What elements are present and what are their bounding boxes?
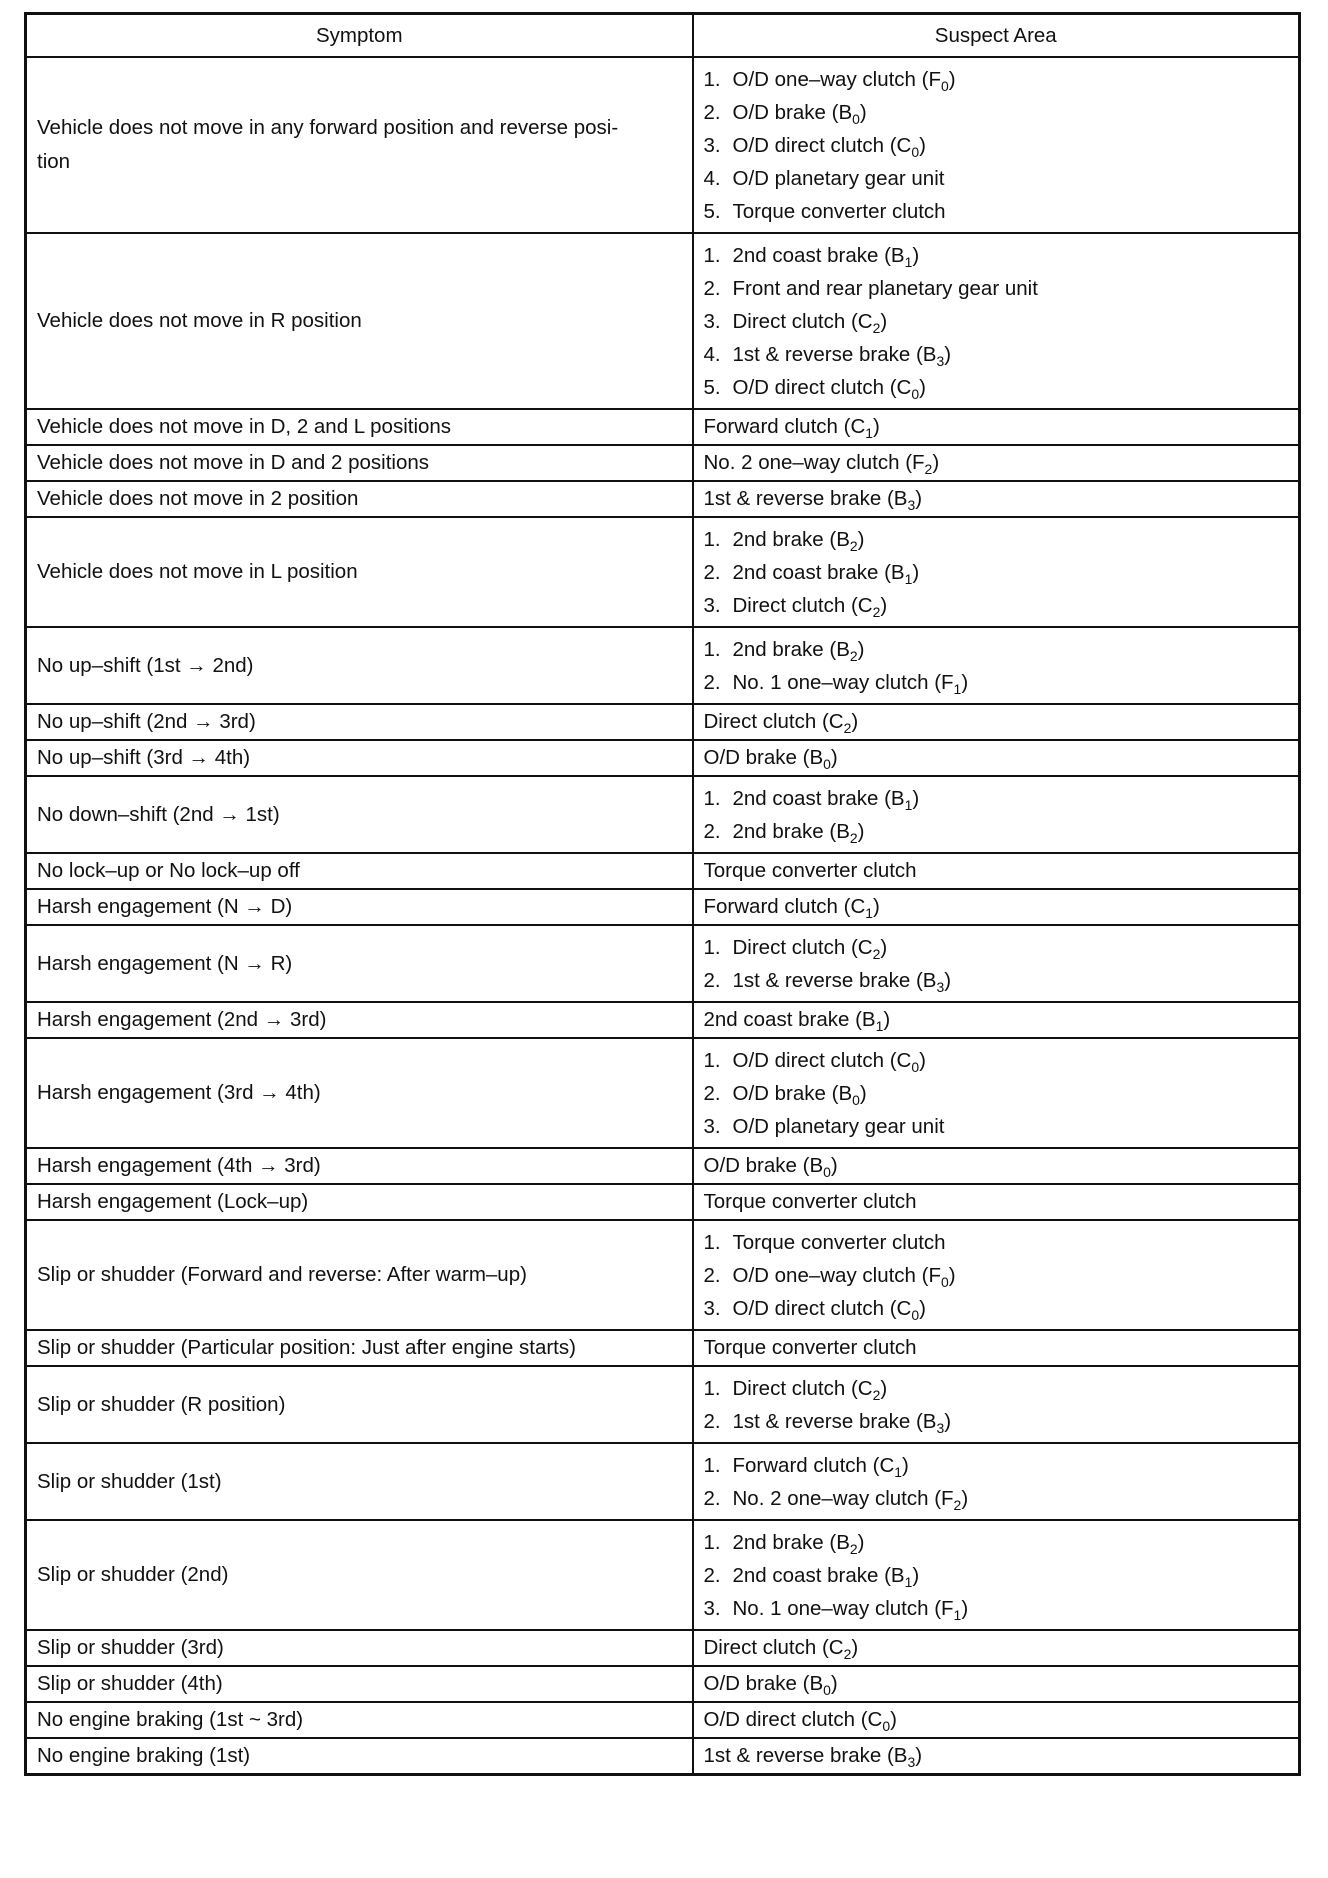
suspect-area-text: O/D brake $(B_0)$ (703, 745, 838, 772)
suspect-area-cell (693, 1184, 1300, 1220)
table-row (26, 409, 1300, 445)
item-number: 1. (703, 787, 721, 810)
suspect-area-cell (693, 776, 1300, 853)
item-number: 3. (703, 310, 721, 333)
list-item: 2. 1st & reverse brake $(B_3)$ (704, 964, 1289, 997)
suspect-area-cell (693, 1738, 1300, 1775)
suspect-area-text: No. 2 one–way clutch $(F_2)$ (703, 450, 940, 477)
item-number: 2. (703, 1264, 721, 1287)
list-item: 4. O/D planetary gear unit (704, 162, 1289, 195)
item-number: 4. (703, 343, 721, 366)
item-number: 2. (703, 277, 721, 300)
suspect-area-cell (693, 1220, 1300, 1330)
list-item: 3. O/D planetary gear unit (704, 1110, 1289, 1143)
symptom-cell: Slip or shudder (Forward and reverse: After warm–up) (26, 1220, 693, 1330)
symptom-cell: No up–shift (2nd → 3rd) (26, 704, 693, 740)
symptom-cell: No engine braking (1st ~ 3rd) (26, 1702, 693, 1738)
suspect-area-cell (693, 1038, 1300, 1148)
symptom-cell: Vehicle does not move in R position (26, 233, 693, 409)
item-number: 2. (703, 561, 721, 584)
list-item: 1. 2nd brake $(B_2)$ (704, 1526, 1289, 1559)
table-row (26, 740, 1300, 776)
list-item: 1. O/D one–way clutch $(F_0)$ (704, 63, 1289, 96)
table-row (26, 1702, 1300, 1738)
item-number: 1. (703, 1531, 721, 1554)
table-row (26, 1002, 1300, 1038)
list-item: 1. Torque converter clutch (704, 1226, 1289, 1259)
suspect-area-list (704, 777, 1289, 852)
suspect-area-text: Torque converter clutch (703, 858, 917, 882)
suspect-area-cell (693, 1148, 1300, 1184)
item-number: 3. (703, 1597, 721, 1620)
symptom-cell: Slip or shudder (2nd) (26, 1520, 693, 1630)
item-number: 2. (703, 671, 721, 694)
suspect-area-cell (693, 57, 1300, 233)
suspect-area-list (704, 234, 1289, 408)
suspect-area-text: Direct clutch $(C_2)$ (703, 1635, 859, 1662)
item-number: 2. (703, 1487, 721, 1510)
item-number: 1. (703, 244, 721, 267)
list-item: 2. O/D brake $(B_0)$ (704, 1077, 1289, 1110)
list-item: 1. Direct clutch $(C_2)$ (704, 931, 1289, 964)
list-item: 3. No. 1 one–way clutch $(F_1)$ (704, 1592, 1289, 1625)
suspect-area-list (704, 1521, 1289, 1629)
symptom-cell: Harsh engagement (N → D) (26, 889, 693, 925)
symptom-cell: Vehicle does not move in 2 position (26, 481, 693, 517)
list-item: 3. O/D direct clutch $(C_0)$ (704, 1292, 1289, 1325)
list-item: 2. No. 1 one–way clutch $(F_1)$ (704, 666, 1289, 699)
symptom-cell: Slip or shudder (R position) (26, 1366, 693, 1443)
list-item: 2. O/D one–way clutch $(F_0)$ (704, 1259, 1289, 1292)
list-item: 2. O/D brake $(B_0)$ (704, 96, 1289, 129)
list-item: 1. 2nd brake $(B_2)$ (704, 523, 1289, 556)
suspect-area-cell (693, 1520, 1300, 1630)
symptom-cell: Harsh engagement (4th → 3rd) (26, 1148, 693, 1184)
item-number: 1. (703, 1049, 721, 1072)
table-row (26, 853, 1300, 889)
symptom-cell: Slip or shudder (1st) (26, 1443, 693, 1520)
item-number: 2. (703, 969, 721, 992)
table-row (26, 1148, 1300, 1184)
list-item: 3. O/D direct clutch $(C_0)$ (704, 129, 1289, 162)
list-item: 2. 2nd coast brake $(B_1)$ (704, 1559, 1289, 1592)
list-item: 1. Forward clutch $(C_1)$ (704, 1449, 1289, 1482)
item-number: 2. (703, 1410, 721, 1433)
list-item: 3. Direct clutch $(C_2)$ (704, 589, 1289, 622)
list-item: 2. 2nd coast brake $(B_1)$ (704, 556, 1289, 589)
table-row (26, 1666, 1300, 1702)
item-number: 2. (703, 1564, 721, 1587)
item-number: 1. (703, 1454, 721, 1477)
list-item: 2. 2nd brake $(B_2)$ (704, 815, 1289, 848)
suspect-area-list (704, 1039, 1289, 1147)
item-number: 3. (703, 594, 721, 617)
table-row (26, 1184, 1300, 1220)
item-number: 3. (703, 134, 721, 157)
item-number: 5. (703, 200, 721, 223)
suspect-area-cell (693, 740, 1300, 776)
symptom-cell: Harsh engagement (Lock–up) (26, 1184, 693, 1220)
list-item: 2. Front and rear planetary gear unit (704, 272, 1289, 305)
suspect-area-header: Suspect Area (693, 14, 1300, 58)
table-row (26, 445, 1300, 481)
suspect-area-cell (693, 889, 1300, 925)
suspect-area-list (704, 926, 1289, 1001)
suspect-area-cell (693, 445, 1300, 481)
symptom-cell: Harsh engagement (N → R) (26, 925, 693, 1002)
suspect-area-text: 2nd coast brake $(B_1)$ (703, 1007, 891, 1034)
table-row (26, 1443, 1300, 1520)
table-row (26, 627, 1300, 704)
list-item: 1. 2nd coast brake $(B_1)$ (704, 782, 1289, 815)
suspect-area-text: O/D direct clutch $(C_0)$ (703, 1707, 897, 1734)
suspect-area-cell (693, 704, 1300, 740)
suspect-area-text: 1st & reverse brake $(B_3)$ (703, 486, 923, 513)
suspect-area-text: O/D brake $(B_0)$ (703, 1153, 838, 1180)
suspect-area-cell (693, 925, 1300, 1002)
table-row (26, 1038, 1300, 1148)
table-row (26, 889, 1300, 925)
table-row (26, 1738, 1300, 1775)
symptom-cell: No lock–up or No lock–up off (26, 853, 693, 889)
suspect-area-list (704, 628, 1289, 703)
table-row (26, 481, 1300, 517)
suspect-area-list (704, 1221, 1289, 1329)
suspect-area-list (704, 1367, 1289, 1442)
suspect-area-cell (693, 627, 1300, 704)
table-row (26, 1630, 1300, 1666)
symptom-cell: Vehicle does not move in L position (26, 517, 693, 627)
suspect-area-text: Torque converter clutch (703, 1335, 917, 1359)
item-number: 1. (703, 1377, 721, 1400)
item-number: 5. (703, 376, 721, 399)
suspect-area-list (704, 518, 1289, 626)
item-number: 1. (703, 528, 721, 551)
symptom-cell: Vehicle does not move in D, 2 and L positions (26, 409, 693, 445)
suspect-area-cell (693, 853, 1300, 889)
symptom-cell: No down–shift (2nd → 1st) (26, 776, 693, 853)
list-item: 5. Torque converter clutch (704, 195, 1289, 228)
suspect-area-cell (693, 517, 1300, 627)
table-row (26, 925, 1300, 1002)
symptom-cell: Slip or shudder (4th) (26, 1666, 693, 1702)
symptom-cell: Harsh engagement (3rd → 4th) (26, 1038, 693, 1148)
troubleshooting-table (24, 12, 1301, 1776)
table-row (26, 517, 1300, 627)
list-item: 1. O/D direct clutch $(C_0)$ (704, 1044, 1289, 1077)
suspect-area-cell (693, 1366, 1300, 1443)
table-row (26, 1520, 1300, 1630)
list-item: 4. 1st & reverse brake $(B_3)$ (704, 338, 1289, 371)
table-row (26, 233, 1300, 409)
item-number: 3. (703, 1115, 721, 1138)
table-body (26, 57, 1300, 1775)
suspect-area-cell (693, 481, 1300, 517)
item-number: 2. (703, 1082, 721, 1105)
symptom-cell: Vehicle does not move in any forward position and reverse posi- tion (26, 57, 693, 233)
list-item: 1. 2nd brake $(B_2)$ (704, 633, 1289, 666)
suspect-area-list (704, 58, 1289, 232)
list-item: 2. 1st & reverse brake $(B_3)$ (704, 1405, 1289, 1438)
suspect-area-text: 1st & reverse brake $(B_3)$ (703, 1743, 923, 1770)
suspect-area-cell (693, 1330, 1300, 1366)
suspect-area-text: Torque converter clutch (703, 1189, 917, 1213)
suspect-area-text: Forward clutch $(C_1)$ (703, 894, 880, 921)
table-row (26, 57, 1300, 233)
symptom-header: Symptom (26, 14, 693, 58)
item-number: 2. (703, 820, 721, 843)
item-number: 1. (703, 68, 721, 91)
suspect-area-cell (693, 1702, 1300, 1738)
suspect-area-cell (693, 409, 1300, 445)
symptom-cell: No up–shift (1st → 2nd) (26, 627, 693, 704)
suspect-area-list (704, 1444, 1289, 1519)
symptom-cell: Harsh engagement (2nd → 3rd) (26, 1002, 693, 1038)
item-number: 1. (703, 1231, 721, 1254)
suspect-area-text: O/D brake $(B_0)$ (703, 1671, 838, 1698)
list-item: 5. O/D direct clutch $(C_0)$ (704, 371, 1289, 404)
list-item: 3. Direct clutch $(C_2)$ (704, 305, 1289, 338)
item-number: 1. (703, 936, 721, 959)
list-item: 1. 2nd coast brake $(B_1)$ (704, 239, 1289, 272)
suspect-area-cell (693, 233, 1300, 409)
item-number: 3. (703, 1297, 721, 1320)
table-row (26, 776, 1300, 853)
symptom-cell: Vehicle does not move in D and 2 positions (26, 445, 693, 481)
suspect-area-cell (693, 1666, 1300, 1702)
table-row (26, 1220, 1300, 1330)
table-row (26, 1330, 1300, 1366)
list-item: 1. Direct clutch $(C_2)$ (704, 1372, 1289, 1405)
table-row (26, 704, 1300, 740)
item-number: 2. (703, 101, 721, 124)
suspect-area-cell (693, 1002, 1300, 1038)
item-number: 4. (703, 167, 721, 190)
suspect-area-cell (693, 1443, 1300, 1520)
suspect-area-text: Direct clutch $(C_2)$ (703, 709, 859, 736)
suspect-area-text: Forward clutch $(C_1)$ (703, 414, 880, 441)
suspect-area-cell (693, 1630, 1300, 1666)
symptom-cell: Slip or shudder (3rd) (26, 1630, 693, 1666)
item-number: 1. (703, 638, 721, 661)
list-item: 2. No. 2 one–way clutch $(F_2)$ (704, 1482, 1289, 1515)
symptom-cell: No engine braking (1st) (26, 1738, 693, 1775)
symptom-cell: Slip or shudder (Particular position: Just after engine starts) (26, 1330, 693, 1366)
table-row (26, 1366, 1300, 1443)
symptom-cell: No up–shift (3rd → 4th) (26, 740, 693, 776)
header-row (26, 14, 1300, 58)
